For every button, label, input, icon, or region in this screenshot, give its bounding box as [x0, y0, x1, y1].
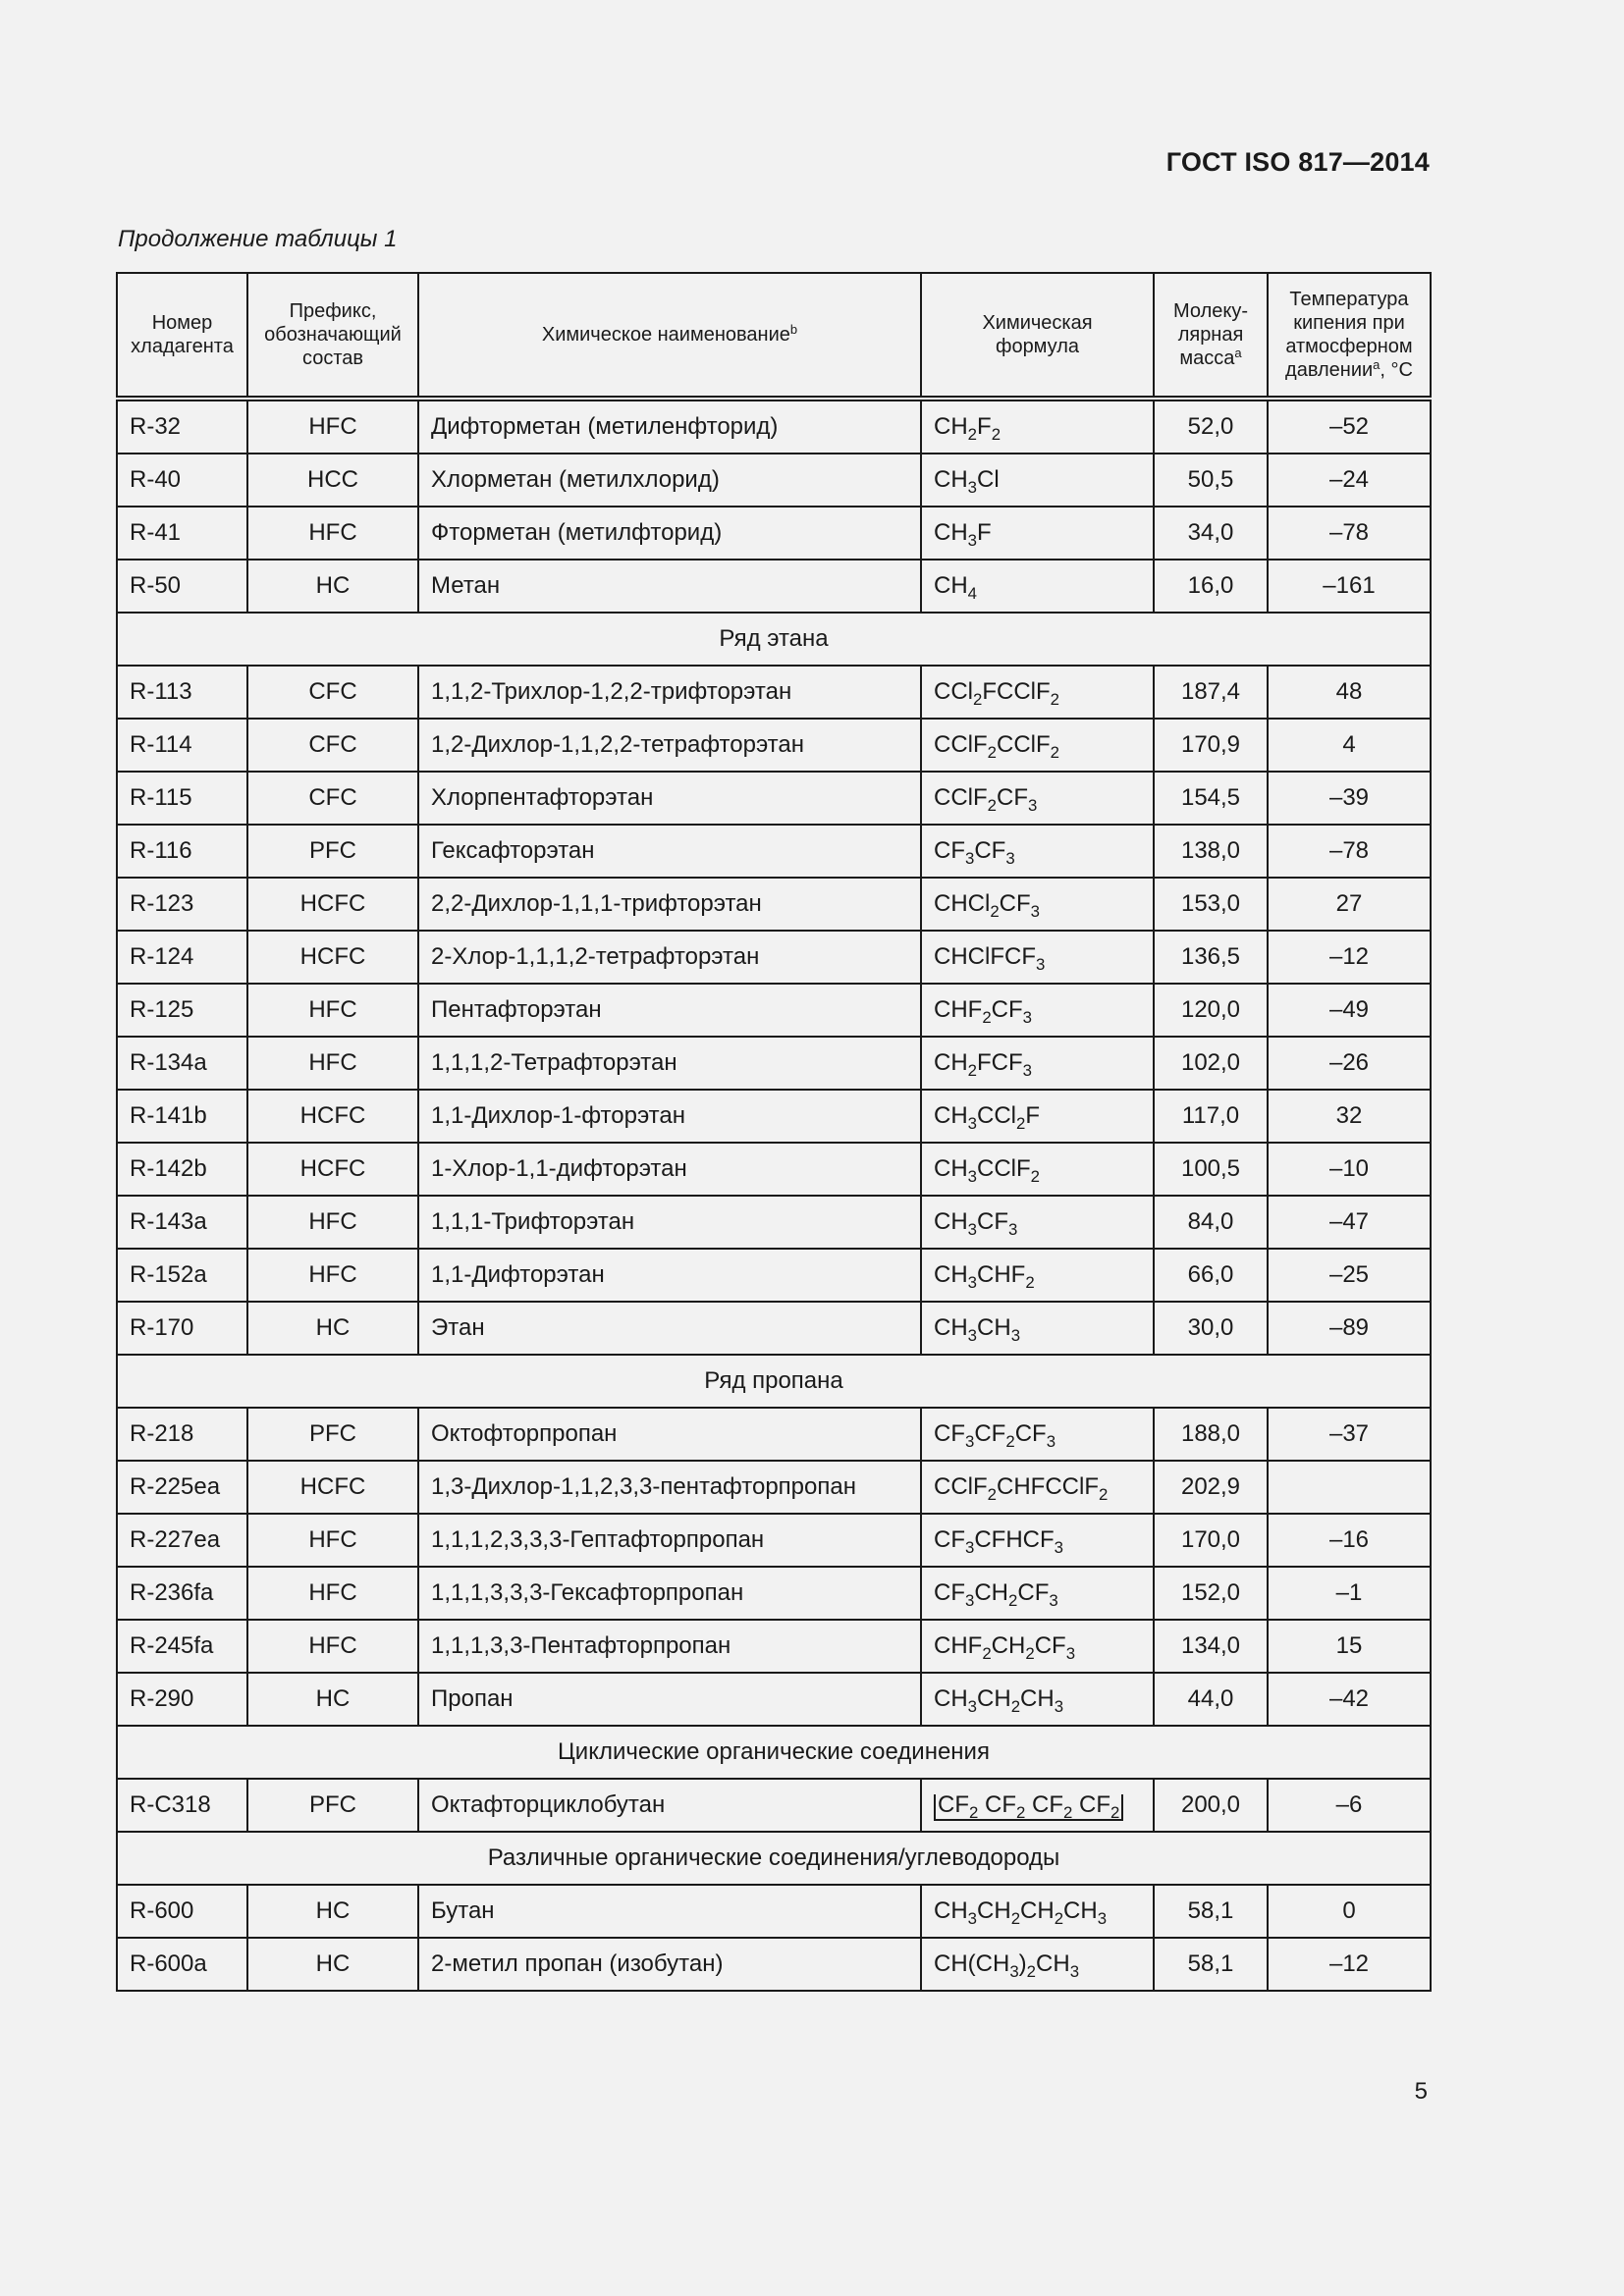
boiling-point-cell: –49	[1268, 984, 1431, 1037]
chemical-formula-cell: $CF_2$ $CF_2$ $CF_2$ $CF_2$	[921, 1779, 1154, 1832]
prefix-cell: HCFC	[247, 1143, 418, 1196]
header-temp-unit: , °C	[1380, 359, 1413, 381]
chemical-formula-cell: $CH_3CHF_2$	[921, 1249, 1154, 1302]
molar-mass-cell: 138,0	[1154, 825, 1268, 878]
section-row	[117, 1355, 1431, 1408]
boiling-point-cell: –52	[1268, 399, 1431, 454]
table-row	[117, 878, 1431, 931]
molar-mass-cell: 117,0	[1154, 1090, 1268, 1143]
refrigerant-number-cell: R-113	[117, 666, 247, 719]
table-row	[117, 507, 1431, 560]
prefix-cell: HC	[247, 1302, 418, 1355]
boiling-point-cell: –37	[1268, 1408, 1431, 1461]
molar-mass-cell: 153,0	[1154, 878, 1268, 931]
molar-mass-cell: 30,0	[1154, 1302, 1268, 1355]
chemical-formula-cell: $CF_3CF_2CF_3$	[921, 1408, 1154, 1461]
boiling-point-cell: –39	[1268, 772, 1431, 825]
table-row	[117, 1567, 1431, 1620]
table-row	[117, 1461, 1431, 1514]
refrigerant-number-cell: R-114	[117, 719, 247, 772]
table-row	[117, 719, 1431, 772]
chemical-name-cell: 1,1,1-Трифторэтан	[418, 1196, 921, 1249]
table-caption: Продолжение таблицы 1	[118, 226, 398, 252]
chemical-name-cell: Фторметан (метилфторид)	[418, 507, 921, 560]
molar-mass-cell: 134,0	[1154, 1620, 1268, 1673]
prefix-cell: PFC	[247, 1779, 418, 1832]
section-label: Различные органические соединения/углеводороды	[117, 1832, 1431, 1885]
chemical-formula-cell: $CHCl_2CF_3$	[921, 878, 1154, 931]
chemical-formula-cell: $CH_2F_2$	[921, 399, 1154, 454]
section-row	[117, 1832, 1431, 1885]
chemical-name-cell: 1,2-Дихлор-1,1,2,2-тетрафторэтан	[418, 719, 921, 772]
prefix-cell: HFC	[247, 984, 418, 1037]
refrigerant-number-cell: R-227ea	[117, 1514, 247, 1567]
refrigerant-number-cell: R-141b	[117, 1090, 247, 1143]
molar-mass-cell: 200,0	[1154, 1779, 1268, 1832]
refrigerant-number-cell: R-32	[117, 399, 247, 454]
refrigerant-number-cell: R-170	[117, 1302, 247, 1355]
boiling-point-cell: –78	[1268, 507, 1431, 560]
boiling-point-cell: –6	[1268, 1779, 1431, 1832]
prefix-cell: HC	[247, 1885, 418, 1938]
molar-mass-cell: 136,5	[1154, 931, 1268, 984]
chemical-name-cell: 1,1,2-Трихлор-1,2,2-трифторэтан	[418, 666, 921, 719]
molar-mass-cell: 170,0	[1154, 1514, 1268, 1567]
chemical-formula-cell: $CClF_2CF_3$	[921, 772, 1154, 825]
prefix-cell: HCFC	[247, 878, 418, 931]
chemical-name-cell: 1,3-Дихлор-1,1,2,3,3-пентафторпропан	[418, 1461, 921, 1514]
page-number: 5	[1414, 2078, 1428, 2105]
table-row	[117, 931, 1431, 984]
chemical-formula-cell: $CH_3CH_3$	[921, 1302, 1154, 1355]
chemical-formula-cell: $CHF_2CF_3$	[921, 984, 1154, 1037]
table-row	[117, 825, 1431, 878]
table-row	[117, 1196, 1431, 1249]
chemical-formula-cell: $CH_3CCl_2F$	[921, 1090, 1154, 1143]
boiling-point-cell: 0	[1268, 1885, 1431, 1938]
refrigerant-number-cell: R-134a	[117, 1037, 247, 1090]
header-prefix: Префикс, обозначающий состав	[247, 273, 418, 399]
refrigerant-number-cell: R-290	[117, 1673, 247, 1726]
prefix-cell: CFC	[247, 666, 418, 719]
refrigerant-number-cell: R-600a	[117, 1938, 247, 1991]
table-row	[117, 1779, 1431, 1832]
prefix-cell: HC	[247, 1673, 418, 1726]
section-row	[117, 1726, 1431, 1779]
chemical-name-cell: Этан	[418, 1302, 921, 1355]
refrigerant-number-cell: R-236fa	[117, 1567, 247, 1620]
table-header-row	[117, 273, 1431, 399]
boiling-point-cell: –12	[1268, 1938, 1431, 1991]
boiling-point-cell: –16	[1268, 1514, 1431, 1567]
molar-mass-cell: 44,0	[1154, 1673, 1268, 1726]
prefix-cell: HC	[247, 1938, 418, 1991]
prefix-cell: HFC	[247, 1514, 418, 1567]
table-row	[117, 560, 1431, 613]
boiling-point-cell: –89	[1268, 1302, 1431, 1355]
chemical-formula-cell: CCl$_2$FCClF$_2$	[921, 666, 1154, 719]
molar-mass-cell: 58,1	[1154, 1885, 1268, 1938]
header-name-footnote: b	[789, 321, 798, 337]
boiling-point-cell: 27	[1268, 878, 1431, 931]
header-mass-text: Молеку- лярная масса	[1173, 300, 1248, 369]
refrigerant-number-cell: R-124	[117, 931, 247, 984]
molar-mass-cell: 34,0	[1154, 507, 1268, 560]
refrigerant-number-cell: R-218	[117, 1408, 247, 1461]
chemical-name-cell: Метан	[418, 560, 921, 613]
chemical-name-cell: 1,1-Дифторэтан	[418, 1249, 921, 1302]
chemical-formula-cell: $CF_3CFHCF_3$	[921, 1514, 1154, 1567]
boiling-point-cell: 48	[1268, 666, 1431, 719]
chemical-name-cell: 1,1,1,2,3,3,3-Гептафторпропан	[418, 1514, 921, 1567]
chemical-name-cell: 1,1-Дихлор-1-фторэтан	[418, 1090, 921, 1143]
boiling-point-cell: –161	[1268, 560, 1431, 613]
table-row	[117, 1885, 1431, 1938]
standard-code: ГОСТ ISO 817—2014	[1165, 147, 1430, 177]
chemical-name-cell: Октафторциклобутан	[418, 1779, 921, 1832]
refrigerant-number-cell: R-245fa	[117, 1620, 247, 1673]
molar-mass-cell: 50,5	[1154, 454, 1268, 507]
prefix-cell: HCFC	[247, 931, 418, 984]
boiling-point-cell: –78	[1268, 825, 1431, 878]
chemical-name-cell: 1,1,1,2-Тетрафторэтан	[418, 1037, 921, 1090]
refrigerant-number-cell: R-125	[117, 984, 247, 1037]
molar-mass-cell: 202,9	[1154, 1461, 1268, 1514]
table-row	[117, 1620, 1431, 1673]
chemical-name-cell: Пропан	[418, 1673, 921, 1726]
prefix-cell: HFC	[247, 507, 418, 560]
prefix-cell: PFC	[247, 825, 418, 878]
chemical-name-cell: 2-метил пропан (изобутан)	[418, 1938, 921, 1991]
chemical-formula-cell: $CH(CH_3)_2CH_3$	[921, 1938, 1154, 1991]
refrigerant-table	[116, 272, 1432, 1992]
table-body	[117, 399, 1431, 1991]
section-label: Ряд пропана	[117, 1355, 1431, 1408]
chemical-formula-cell: $CF_3CF_3$	[921, 825, 1154, 878]
refrigerant-number-cell: R-40	[117, 454, 247, 507]
molar-mass-cell: 100,5	[1154, 1143, 1268, 1196]
boiling-point-cell: –25	[1268, 1249, 1431, 1302]
boiling-point-cell: –42	[1268, 1673, 1431, 1726]
prefix-cell: PFC	[247, 1408, 418, 1461]
table-row	[117, 1143, 1431, 1196]
boiling-point-cell: –1	[1268, 1567, 1431, 1620]
chemical-formula-cell: CClF$_2$CClF$_2$	[921, 719, 1154, 772]
chemical-name-cell: Хлорпентафторэтан	[418, 772, 921, 825]
prefix-cell: HC	[247, 560, 418, 613]
boiling-point-cell: –24	[1268, 454, 1431, 507]
prefix-cell: HFC	[247, 399, 418, 454]
table-row	[117, 666, 1431, 719]
table-row	[117, 454, 1431, 507]
refrigerant-number-cell: R-142b	[117, 1143, 247, 1196]
table-row	[117, 1673, 1431, 1726]
chemical-name-cell: 1-Хлор-1,1-дифторэтан	[418, 1143, 921, 1196]
prefix-cell: HFC	[247, 1196, 418, 1249]
boiling-point-cell: 15	[1268, 1620, 1431, 1673]
chemical-formula-cell: $CH_3Cl$	[921, 454, 1154, 507]
molar-mass-cell: 102,0	[1154, 1037, 1268, 1090]
chemical-formula-cell: $CH_3CH_2CH_2CH_3$	[921, 1885, 1154, 1938]
table-row	[117, 1938, 1431, 1991]
molar-mass-cell: 66,0	[1154, 1249, 1268, 1302]
refrigerant-number-cell: R-123	[117, 878, 247, 931]
chemical-formula-cell: CHClFCF$_3$	[921, 931, 1154, 984]
boiling-point-cell: –12	[1268, 931, 1431, 984]
prefix-cell: HFC	[247, 1037, 418, 1090]
prefix-cell: HCFC	[247, 1090, 418, 1143]
header-mass-footnote: a	[1234, 345, 1242, 360]
molar-mass-cell: 170,9	[1154, 719, 1268, 772]
boiling-point-cell: 32	[1268, 1090, 1431, 1143]
refrigerant-number-cell: R-41	[117, 507, 247, 560]
table-row	[117, 1514, 1431, 1567]
chemical-formula-cell: $CH_3F$	[921, 507, 1154, 560]
chemical-formula-cell: $CH_3CH_2CH_3$	[921, 1673, 1154, 1726]
refrigerant-number-cell: R-225ea	[117, 1461, 247, 1514]
refrigerant-number-cell: R-143a	[117, 1196, 247, 1249]
chemical-name-cell: 1,1,1,3,3,3-Гексафторпропан	[418, 1567, 921, 1620]
molar-mass-cell: 152,0	[1154, 1567, 1268, 1620]
prefix-cell: HFC	[247, 1620, 418, 1673]
refrigerant-number-cell: R-600	[117, 1885, 247, 1938]
table-row	[117, 984, 1431, 1037]
prefix-cell: HFC	[247, 1249, 418, 1302]
chemical-name-cell: Бутан	[418, 1885, 921, 1938]
boiling-point-cell: 4	[1268, 719, 1431, 772]
table-row	[117, 399, 1431, 454]
chemical-name-cell: 1,1,1,3,3-Пентафторпропан	[418, 1620, 921, 1673]
molar-mass-cell: 58,1	[1154, 1938, 1268, 1991]
refrigerant-number-cell: R-115	[117, 772, 247, 825]
refrigerant-number-cell: R-50	[117, 560, 247, 613]
chemical-formula-cell: $CF_3CH_2CF_3$	[921, 1567, 1154, 1620]
chemical-formula-cell: $CH_4$	[921, 560, 1154, 613]
table-row	[117, 772, 1431, 825]
prefix-cell: CFC	[247, 719, 418, 772]
boiling-point-cell: –47	[1268, 1196, 1431, 1249]
header-temperature	[1268, 273, 1431, 399]
molar-mass-cell: 188,0	[1154, 1408, 1268, 1461]
header-temp-text: Температура кипения при атмосферном давлении	[1285, 289, 1413, 381]
header-number: Номер хладагента	[117, 273, 247, 399]
chemical-name-cell: Пентафторэтан	[418, 984, 921, 1037]
refrigerant-number-cell: R-116	[117, 825, 247, 878]
chemical-name-cell: Гексафторэтан	[418, 825, 921, 878]
chemical-name-cell: 2,2-Дихлор-1,1,1-трифторэтан	[418, 878, 921, 931]
refrigerant-number-cell: R-152a	[117, 1249, 247, 1302]
molar-mass-cell: 120,0	[1154, 984, 1268, 1037]
molar-mass-cell: 84,0	[1154, 1196, 1268, 1249]
section-row	[117, 613, 1431, 666]
chemical-formula-cell: $CH_3CClF_2$	[921, 1143, 1154, 1196]
refrigerant-number-cell: R-C318	[117, 1779, 247, 1832]
molar-mass-cell: 154,5	[1154, 772, 1268, 825]
boiling-point-cell	[1268, 1461, 1431, 1514]
molar-mass-cell: 16,0	[1154, 560, 1268, 613]
table-row	[117, 1249, 1431, 1302]
molar-mass-cell: 52,0	[1154, 399, 1268, 454]
header-mass	[1154, 273, 1268, 399]
chemical-formula-cell: $CH_2FCF_3$	[921, 1037, 1154, 1090]
table-row	[117, 1302, 1431, 1355]
table-row	[117, 1037, 1431, 1090]
header-name-text: Химическое наименование	[541, 324, 790, 346]
prefix-cell: CFC	[247, 772, 418, 825]
section-label: Циклические органические соединения	[117, 1726, 1431, 1779]
chemical-formula-cell: CClF$_2$CHFCClF$_2$	[921, 1461, 1154, 1514]
chemical-name-cell: Октофторпропан	[418, 1408, 921, 1461]
chemical-formula-cell: $CH_3CF_3$	[921, 1196, 1154, 1249]
header-temp-footnote: a	[1373, 356, 1380, 372]
boiling-point-cell: –26	[1268, 1037, 1431, 1090]
prefix-cell: HCC	[247, 454, 418, 507]
molar-mass-cell: 187,4	[1154, 666, 1268, 719]
chemical-formula-cell: $CHF_2CH_2CF_3$	[921, 1620, 1154, 1673]
chemical-name-cell: 2-Хлор-1,1,1,2-тетрафторэтан	[418, 931, 921, 984]
chemical-name-cell: Хлорметан (метилхлорид)	[418, 454, 921, 507]
header-formula: Химическая формула	[921, 273, 1154, 399]
section-label: Ряд этана	[117, 613, 1431, 666]
chemical-name-cell: Дифторметан (метиленфторид)	[418, 399, 921, 454]
table-row	[117, 1408, 1431, 1461]
header-name	[418, 273, 921, 399]
prefix-cell: HFC	[247, 1567, 418, 1620]
table-row	[117, 1090, 1431, 1143]
boiling-point-cell: –10	[1268, 1143, 1431, 1196]
prefix-cell: HCFC	[247, 1461, 418, 1514]
